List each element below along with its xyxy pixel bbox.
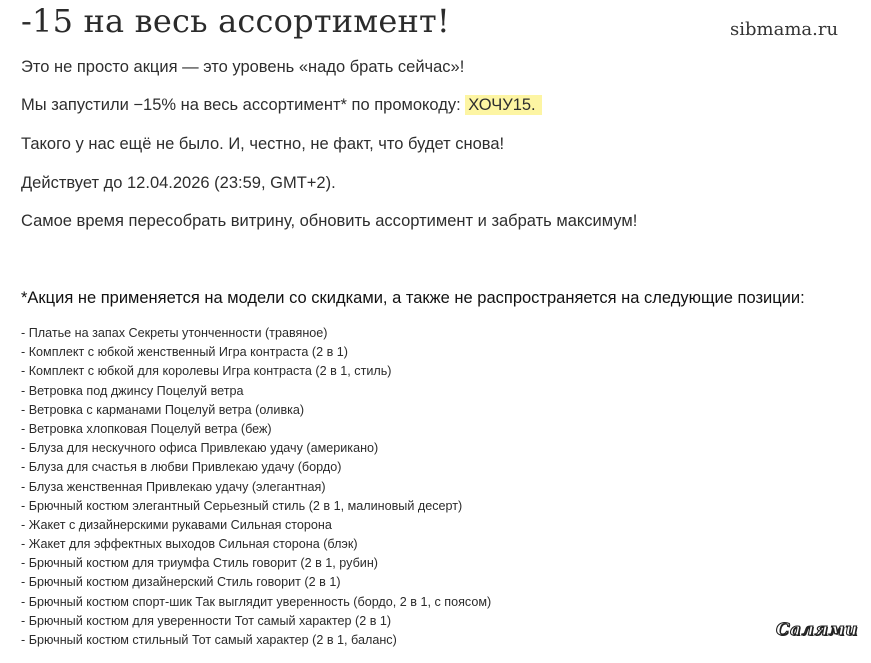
list-item: - Комплект с юбкой для королевы Игра контраста (2 в 1, стиль)	[21, 364, 392, 379]
list-item: - Блуза для счастья в любви Привлекаю удачу (бордо)	[21, 460, 342, 475]
list-item: - Брючный костюм для уверенности Тот самый характер (2 в 1)	[21, 613, 392, 628]
list-item: - Ветровка с карманами Поцелуй ветра (оливка)	[21, 402, 305, 417]
list-item: - Платье на запах Секреты утонченности (травяное)	[21, 326, 328, 340]
paragraph-unique: Такого у нас ещё не было. И, честно, не факт, что будет снова!	[21, 135, 505, 153]
list-item: - Брючный костюм для триумфа Стиль говорит (2 в 1, рубин)	[21, 556, 378, 571]
signature-watermark: Салями	[776, 620, 859, 640]
paragraph-promo	[21, 96, 542, 115]
promo-code: ХОЧУ15.	[465, 95, 541, 115]
list-item: - Ветровка под джинсу Поцелуй ветра	[21, 383, 244, 398]
page-title: -15 на весь ассортимент!	[21, 2, 450, 40]
list-item: - Блуза женственная Привлекаю удачу (элегантная)	[21, 479, 326, 494]
paragraph-deadline: Действует до 12.04.2026 (23:59, GMT+2).	[21, 174, 336, 192]
list-item: - Брючный костюм спорт-шик Так выглядит уверенность (бордо, 2 в 1, с поясом)	[21, 594, 492, 609]
paragraph-intro: Это не просто акция — это уровень «надо брать сейчас»!	[21, 58, 465, 76]
list-item: - Брючный костюм стильный Тот самый характер (2 в 1, баланс)	[21, 633, 397, 647]
list-item: - Комплект с юбкой женственный Игра контраста (2 в 1)	[21, 345, 348, 360]
list-item: - Жакет с дизайнерскими рукавами Сильная сторона	[21, 517, 332, 532]
site-watermark: sibmama.ru	[730, 19, 839, 40]
promo-text: Мы запустили −15% на весь ассортимент* по промокоду:	[21, 96, 466, 114]
paragraph-call-to-action: Самое время пересобрать витрину, обновить ассортимент и забрать максимум!	[21, 212, 638, 230]
list-item: - Блуза для нескучного офиса Привлекаю удачу (американо)	[21, 441, 379, 456]
list-item: - Брючный костюм дизайнерский Стиль говорит (2 в 1)	[21, 575, 341, 590]
list-item: - Жакет для эффектных выходов Сильная сторона (блэк)	[21, 537, 358, 552]
exclusions-list	[21, 324, 491, 650]
list-item: - Ветровка хлопковая Поцелуй ветра (беж)	[21, 421, 272, 436]
list-item: - Брючный костюм элегантный Серьезный стиль (2 в 1, малиновый десерт)	[21, 498, 463, 513]
exclusions-heading: *Акция не применяется на модели со скидками, а также не распространяется на следующие позиции:	[21, 289, 805, 307]
